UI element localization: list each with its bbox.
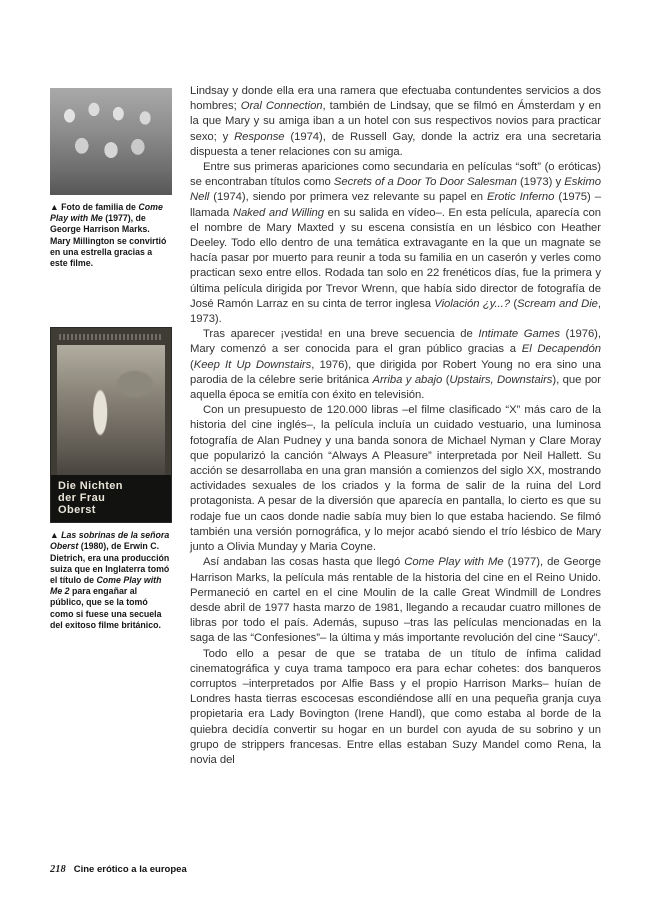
poster-title-line: Die Nichten <box>58 480 123 493</box>
sidebar-figures <box>50 88 172 631</box>
body-text-column <box>190 84 601 768</box>
paragraph: Con un presupuesto de 120.000 libras –el filme clasificado “X” más caro de la historia del cine inglés–, la película incluía un cuidado vestuario, una luminosa fotografía de Alan Pudney y una banda sonora de Michael Nyman y Clare Moray que popularizó la canción “Always A Pleasure” interpretada por Neil Hallett. Su acción se desarrollaba en una gran mansión a comienzos del siglo XX, mostrando actividades sexuales de los criados y la forma de salir de la ruina del Lord protagonista. A pesar de la diversión que aparecía en pantalla, lo cierto es que su rodaje fue un caos donde nadie sabía muy bien lo que estaba haciendo. Se filmó también una versión pornográfica, y lo mejor acabó siendo el trío lésbico de Mary junto a Olivia Munday y Maria Coyne. <box>190 404 601 554</box>
figure-film-poster <box>50 327 172 631</box>
poster-title-line: Oberst <box>58 504 96 517</box>
paragraph: Así andaban las cosas hasta que llegó Come Play with Me (1977), de George Harrison Marks, la película más rentable de la historia del cine en el Reino Unido. Permaneció en cartel en el cine Moulin de la calle Great Windmill de Londres desde abril de 1977 hasta marzo de 1981, llegando a recaudar cuatro millones de libras por todo el país. Además, supuso –tras las películas mencionadas en la saga de las “Confesiones”– la última y más importante revolución del cine “Saucy”. <box>190 556 601 645</box>
figure-2-caption: ▲ Las sobrinas de la señora Oberst (1980), de Erwin C. Dietrich, era una producción suiza que en Inglaterra tomó el título de Come Play with Me 2 para engañar al público, que se la tomó como si fuese una secuela del exitoso filme británico. <box>50 530 170 630</box>
paragraph: Todo ello a pesar de que se trataba de un título de ínfima calidad cinematográfica y cuya trama tampoco era para echar cohetes: dos banqueros corruptos –interpretados por Alfie Bass y el propio Harrison Marks– huían de Londres hasta tierras escocesas escondiéndose allí en una pequeña granja cuya propietaria era Lady Bovington (Irene Handl), que como estaba al borde de la quiebra decidía convertir su hogar en un burdel con ayuda de su sobrino y un grupo de strippers francesas. Entre ellas estaban Suzy Mandel como Rena, la novia del <box>190 647 601 766</box>
figure-family-photo <box>50 88 172 269</box>
poster-title-line: der Frau <box>58 492 106 505</box>
poster-title <box>51 475 171 522</box>
page-number: 218 <box>50 864 66 875</box>
poster-image <box>50 327 172 523</box>
footer-title: Cine erótico a la europea <box>73 864 187 875</box>
paragraph: Lindsay y donde ella era una ramera que efectuaba contundentes servicios a dos hombres; Oral Connection, también de Lindsay, que se filmó en Ámsterdam y en la que Mary y su amiga iban a un hotel con sus respectivos novios para practicar sexo; y Response (1974), de Russell Gay, donde la actriz era una secretaria dispuesta a tener relaciones con su amiga. <box>190 85 602 158</box>
family-photo-image <box>50 88 172 195</box>
paragraph: Entre sus primeras apariciones como secundaria en películas “soft” (o eróticas) se encontraban títulos como Secrets of a Door To Door Salesman (1973) y Eskimo Nell (1974), siendo por primera vez relevante su papel en Erotic Inferno (1975) –llamada Naked and Willing en su salida en vídeo–. En esta película, aparecía con el nombre de Mary Maxted y su escena consistía en un lésbico con Heather Deeley. Todo ello dentro de una temática extravagante en la que un magnate se hacía pasar por muerto para reunir a toda su familia en un caserón y verles como practican sexo entre ellos. Rodada tan solo en 22 frenéticos días, fue la primera y última película dirigida por Trevor Wrenn, que había sido director de fotografía de José Ramón Larraz en su cinta de terror inglesa Violación ¿y...? (Scream and Die, 1973). <box>190 161 602 326</box>
poster-credits-strip <box>59 332 163 342</box>
poster-photo-area <box>57 345 165 475</box>
paragraph: Tras aparecer ¡vestida! en una breve secuencia de Intimate Games (1976), Mary comenzó a ser conocida para el gran público gracias a El Decapendón (Keep It Up Downstairs, 1976), que dirigida por Robert Young no era sino una parodia de la célebre serie británica Arriba y abajo (Upstairs, Downstairs), que por aquella época se emitía con éxito en televisión. <box>190 328 602 402</box>
page-footer <box>50 864 187 875</box>
figure-1-caption: ▲ Foto de familia de Come Play with Me (1977), de George Harrison Marks. Mary Millington se convirtió en una estrella gracias a este filme. <box>50 202 167 269</box>
